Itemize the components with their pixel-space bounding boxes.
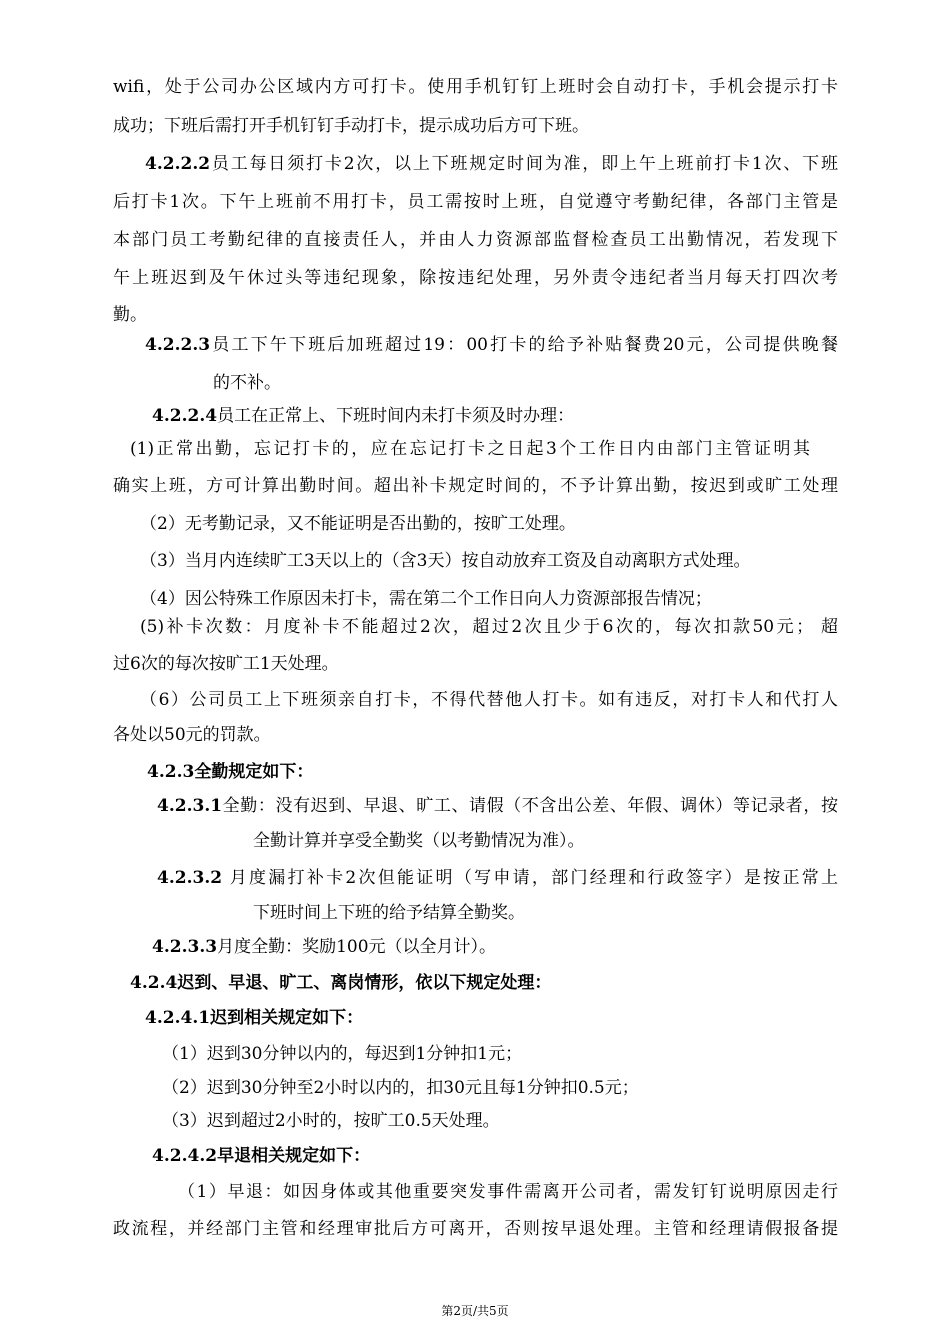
list-item: （3）迟到超过2小时的，按旷工0.5天处理。 [162, 1111, 500, 1131]
clause-4-2-2-4 [152, 404, 574, 428]
paragraph-line: 本部门员工考勤纪律的直接责任人，并由人力资源部监督检查员工出勤情况，若发现下 [113, 230, 838, 250]
paragraph-line: 过6次的每次按旷工1天处理。 [113, 654, 339, 674]
paragraph-line: 成功；下班后需打开手机钉钉手动打卡，提示成功后方可下班。 [113, 116, 589, 136]
clause-4-2-3-2 [157, 866, 838, 890]
clause-text: 迟到相关规定如下： [210, 1008, 364, 1028]
clause-text: 月度全勤：奖励100元（以全月计）。 [217, 937, 497, 957]
paragraph-line: 各处以50元的罚款。 [113, 725, 271, 745]
paragraph-line: wifi，处于公司办公区域内方可打卡。使用手机钉钉上班时会自动打卡，手机会提示打卡 [113, 77, 838, 97]
clause-number: 4.2.2.3 [145, 335, 211, 355]
clause-number: 4.2.4.1 [145, 1008, 211, 1028]
clause-number: 4.2.4.2 [152, 1146, 218, 1166]
clause-4-2-3-1 [157, 794, 838, 818]
clause-text: 员工每日须打卡2次，以上下班规定时间为准，即上午上班前打卡1次、下班 [210, 154, 838, 174]
paragraph-line: 下班时间上下班的给予结算全勤奖。 [253, 903, 525, 923]
clause-4-2-3-3 [152, 935, 496, 959]
clause-4-2-4-1 [145, 1006, 363, 1030]
paragraph-line: 午上班迟到及午休过头等违纪现象，除按违纪处理，另外责令违纪者当月每天打四次考 [113, 268, 838, 288]
list-item: （1）早退：如因身体或其他重要突发事件需离开公司者，需发钉钉说明原因走行 [178, 1182, 838, 1202]
clause-4-2-4-2 [152, 1144, 370, 1168]
clause-4-2-2-3 [145, 333, 838, 357]
list-item: （2）无考勤记录，又不能证明是否出勤的，按旷工处理。 [140, 514, 576, 534]
paragraph-line: 确实上班，方可计算出勤时间。超出补卡规定时间的，不予计算出勤，按迟到或旷工处理 [113, 476, 838, 496]
paragraph-line: 政流程，并经部门主管和经理审批后方可离开，否则按早退处理。主管和经理请假报备提 [113, 1219, 838, 1239]
clause-text: 员工在正常上、下班时间内未打卡须及时办理： [217, 406, 575, 426]
paragraph-line: 勤。 [113, 305, 147, 325]
clause-text: 月度漏打补卡2次但能证明（写申请，部门经理和行政签字）是按正常上 [222, 868, 838, 888]
clause-number: 4.2.3.2 [157, 868, 223, 888]
clause-text: 员工下午下班后加班超过19：00打卡的给予补贴餐费20元，公司提供晚餐 [210, 335, 838, 355]
list-item: （4）因公特殊工作原因未打卡，需在第二个工作日向人力资源部报告情况； [140, 589, 712, 609]
paragraph-line: 的不补。 [213, 373, 281, 393]
list-item: （3）当月内连续旷工3天以上的（含3天）按自动放弃工资及自动离职方式处理。 [140, 551, 751, 571]
clause-number: 4.2.2.4 [152, 406, 218, 426]
clause-number: 4.2.3.1 [157, 796, 223, 816]
list-item: （6）公司员工上下班须亲自打卡，不得代替他人打卡。如有违反，对打卡人和代打人 [140, 690, 838, 710]
page-footer: 第2页/共5页 [441, 1304, 509, 1318]
clause-text: 全勤：没有迟到、早退、旷工、请假（不含出公差、年假、调休）等记录者，按 [222, 796, 838, 816]
section-heading-4-2-4: 4.2.4迟到、早退、旷工、离岗情形，依以下规定处理： [130, 973, 552, 993]
paragraph-line: 全勤计算并享受全勤奖（以考勤情况为准）。 [253, 831, 585, 851]
section-heading-4-2-3: 4.2.3全勤规定如下： [147, 762, 314, 782]
list-item: （1）迟到30分钟以内的，每迟到1分钟扣1元； [162, 1044, 523, 1064]
clause-number: 4.2.2.2 [145, 154, 211, 174]
clause-number: 4.2.3.3 [152, 937, 218, 957]
list-item: (1)正常出勤，忘记打卡的，应在忘记打卡之日起3个工作日内由部门主管证明其 [130, 439, 810, 459]
list-item: （2）迟到30分钟至2小时以内的，扣30元且每1分钟扣0.5元； [162, 1078, 639, 1098]
list-item: (5)补卡次数：月度补卡不能超过2次，超过2次且少于6次的，每次扣款50元； 超 [140, 617, 838, 637]
paragraph-line: 后打卡1次。下午上班前不用打卡，员工需按时上班，自觉遵守考勤纪律，各部门主管是 [113, 192, 838, 212]
clause-4-2-2-2 [145, 152, 838, 176]
clause-text: 早退相关规定如下： [217, 1146, 371, 1166]
